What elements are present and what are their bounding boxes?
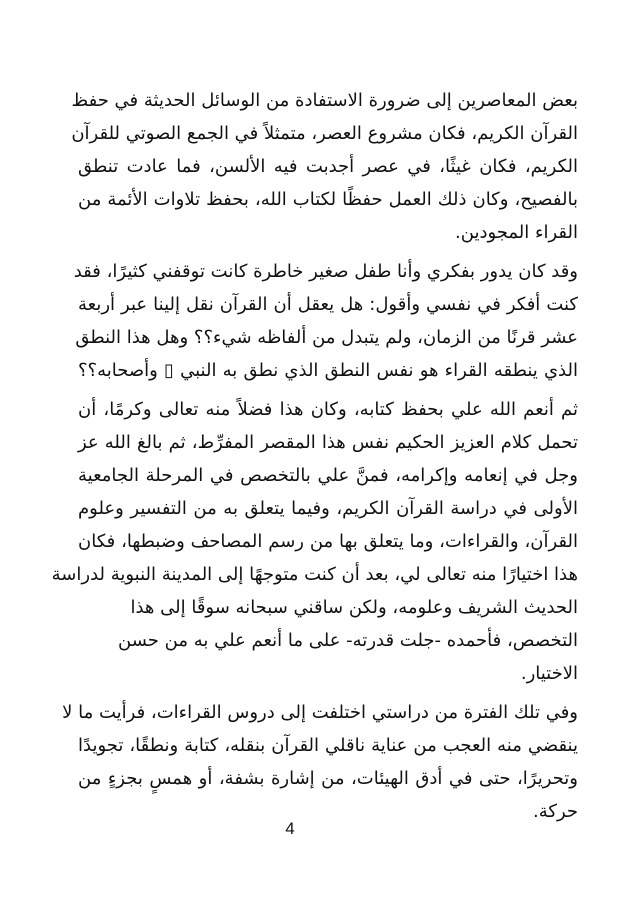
text-line: الأولى في دراسة القرآن الكريم، وفيما يتعلق به من التفسير وعلوم	[78, 498, 578, 519]
page-number: 4	[285, 819, 295, 838]
text-line: الحديث الشريف وعلومه، ولكن ساقني سبحانه سوقًا إلى هذا	[130, 597, 578, 618]
text-line: عشر قرنًا من الزمان، ولم يتبدل من ألفاظه شيء؟؟ وهل هذا النطق	[75, 327, 578, 348]
text-line: بعض المعاصرين إلى ضرورة الاستفادة من الوسائل الحديثة في حفظ	[71, 90, 578, 111]
text-line: التخصص، فأحمده -جلت قدرته- على ما أنعم علي به من حسن	[118, 630, 578, 651]
text-line: وفي تلك الفترة من دراستي اختلفت إلى دروس القراءات، فرأيت ما لا	[62, 702, 578, 723]
text-line: القراء المجودين.	[455, 222, 578, 243]
text-line: القرآن الكريم، فكان مشروع العصر، متمثلاً في الجمع الصوتي للقرآن	[71, 123, 578, 144]
text-line: وجل في إنعامه وإكرامه، فمنَّ علي بالتخصص في المرحلة الجامعية	[78, 465, 578, 486]
text-line: كنت أفكر في نفسي وأقول: هل يعقل أن القرآن نقل إلينا عبر أربعة	[78, 294, 578, 315]
text-line: الكريم، فكان غيثًا، في عصر أجدبت فيه الألسن، فما عادت تنطق	[78, 156, 578, 177]
text-line: الذي ينطقه القراء هو نفس النطق الذي نطق به النبي ▯ وأصحابه؟؟	[78, 360, 578, 381]
text-line: حركة.	[533, 801, 578, 822]
page-body-text	[51, 84, 578, 828]
paragraph	[51, 393, 578, 690]
text-line: القرآن، والقراءات، وما يتعلق بها من رسم المصاحف وضبطها، فكان	[78, 531, 578, 552]
paragraph	[62, 696, 578, 828]
text-line: الاختيار.	[520, 663, 578, 684]
text-line: بالفصيح، وكان ذلك العمل حفظًا لكتاب الله، بحفظ تلاوات الأئمة من	[78, 189, 578, 210]
text-line: ثم أنعم الله علي بحفظ كتابه، وكان هذا فضلاً منه تعالى وكرمًا، أن	[78, 399, 578, 420]
text-line: تحمل كلام العزيز الحكيم نفس هذا المقصر المفرِّط، ثم بالغ الله عز	[78, 432, 578, 453]
text-line: هذا اختيارًا منه تعالى لي، بعد أن كنت متوجهًا إلى المدينة النبوية لدراسة	[51, 564, 578, 585]
text-line: وتحريرًا، حتى في أدق الهيئات، من إشارة بشفة، أو همسٍ بجزءٍ من	[78, 768, 578, 789]
text-line: ينقضي منه العجب من عناية ناقلي القرآن بنقله، كتابة ونطقًا، تجويدًا	[78, 735, 578, 756]
paragraph	[73, 255, 578, 387]
text-line: وقد كان يدور بفكري وأنا طفل صغير خاطرة كانت توقفني كثيرًا، فقد	[73, 261, 578, 282]
paragraph	[71, 84, 578, 249]
